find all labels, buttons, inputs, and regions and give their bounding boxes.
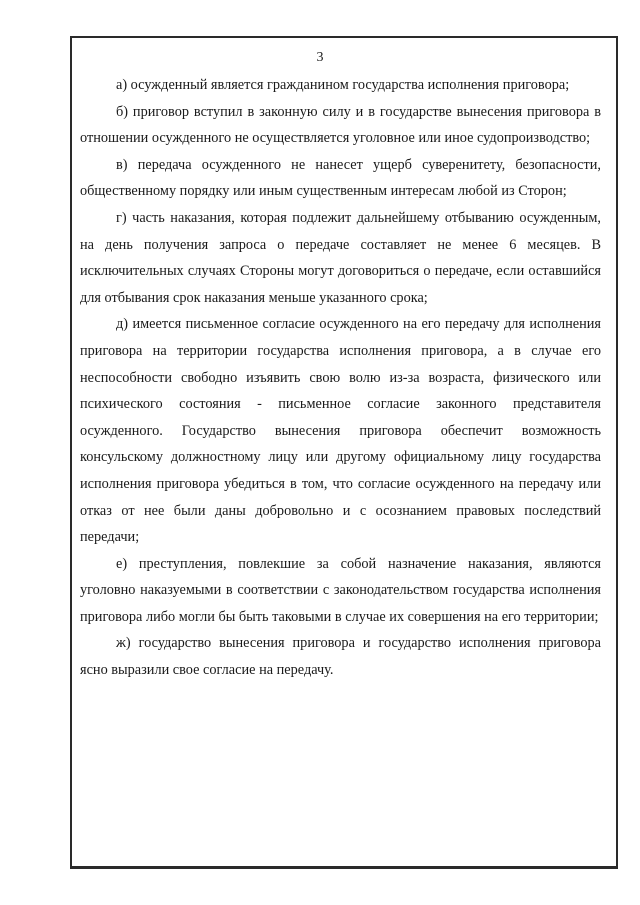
- paragraph-v: в) передача осужденного не нанесет ущерб суверенитету, безопасности, общественному порядку или иным существенным интересам любой из Сторон;: [80, 156, 601, 200]
- page-number: 3: [316, 50, 324, 65]
- paragraph-zh: ж) государство вынесения приговора и государство исполнения приговора ясно выразили свое согласие на передачу.: [80, 635, 601, 679]
- paragraph-b: б) приговор вступил в законную силу и в государстве вынесения приговора в отношении осужденного не осуществляется уголовное или иное судопроизводство;: [80, 103, 601, 147]
- paragraph-g: г) часть наказания, которая подлежит дальнейшему отбыванию осужденным, на день получения запроса о передаче составляет не менее 6 месяцев. В исключительных случаях Стороны могут договориться о передаче, если оставшийся для отбывания срок наказания меньше указанного срока;: [80, 209, 601, 306]
- paragraph-a: а) осужденный является гражданином государства исполнения приговора;: [116, 77, 570, 93]
- paragraph-d: д) имеется письменное согласие осужденного на его передачу для исполнения приговора на территории государства исполнения приговора, а в случае его неспособности свободно изъявить свою волю из-за возраста, физического или психического состояния - письменное согласие законного представителя осужденного. Государство вынесения приговора обеспечит возможность консульскому должностному лицу или другому официальному лицу государства исполнения приговора убедиться в том, что согласие осужденного на передачу или отказ от нее были даны добровольно и с осознанием правовых последствий передачи;: [80, 316, 601, 546]
- paragraph-e: е) преступления, повлекшие за собой назначение наказания, являются уголовно наказуемыми в соответствии с законодательством государства исполнения приговора либо могли бы быть таковыми в случае их совершения на его территории;: [80, 555, 601, 625]
- document-body: [80, 72, 601, 684]
